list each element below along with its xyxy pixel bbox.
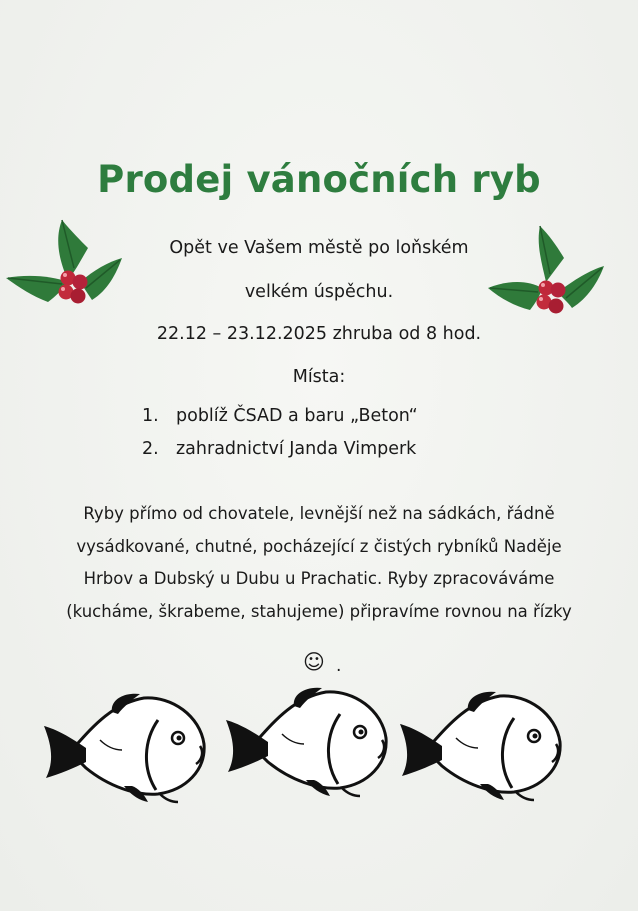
- holly-icon: [486, 222, 610, 322]
- place-number: 2.: [142, 439, 159, 459]
- flyer-title: Prodej vánočních ryb: [97, 158, 541, 201]
- place-text: zahradnictví Janda Vimperk: [176, 439, 417, 459]
- description-paragraph: Ryby přímo od chovatele, levnější než na sádkách, řádně vysádkované, chutné, pocházející z čistých rybníků Naděje Hrbov a Dubský u Dubu u Prachatic. Ryby zpracováváme (kucháme, škrabeme, stahujeme) připravíme rovnou na řízky: [66, 504, 572, 621]
- place-text: poblíž ČSAD a baru „Beton“: [176, 406, 418, 426]
- intro-line-1: Opět ve Vašem městě po loňském: [169, 238, 469, 258]
- intro-line-2: velkém úspěchu.: [244, 282, 394, 302]
- carp-fish-icon: [222, 684, 394, 799]
- place-item-1: [142, 406, 418, 426]
- date-line: 22.12 – 23.12.2025 zhruba od 8 hod.: [156, 324, 482, 344]
- place-number: 1.: [142, 406, 159, 426]
- carp-fish-icon: [40, 690, 212, 805]
- holly-icon: [2, 218, 126, 318]
- smiley-icon: ☺: [303, 650, 325, 674]
- places-heading: Místa:: [292, 367, 346, 387]
- place-item-2: [142, 439, 416, 459]
- end-period: .: [336, 656, 342, 676]
- carp-fish-icon: [396, 688, 568, 803]
